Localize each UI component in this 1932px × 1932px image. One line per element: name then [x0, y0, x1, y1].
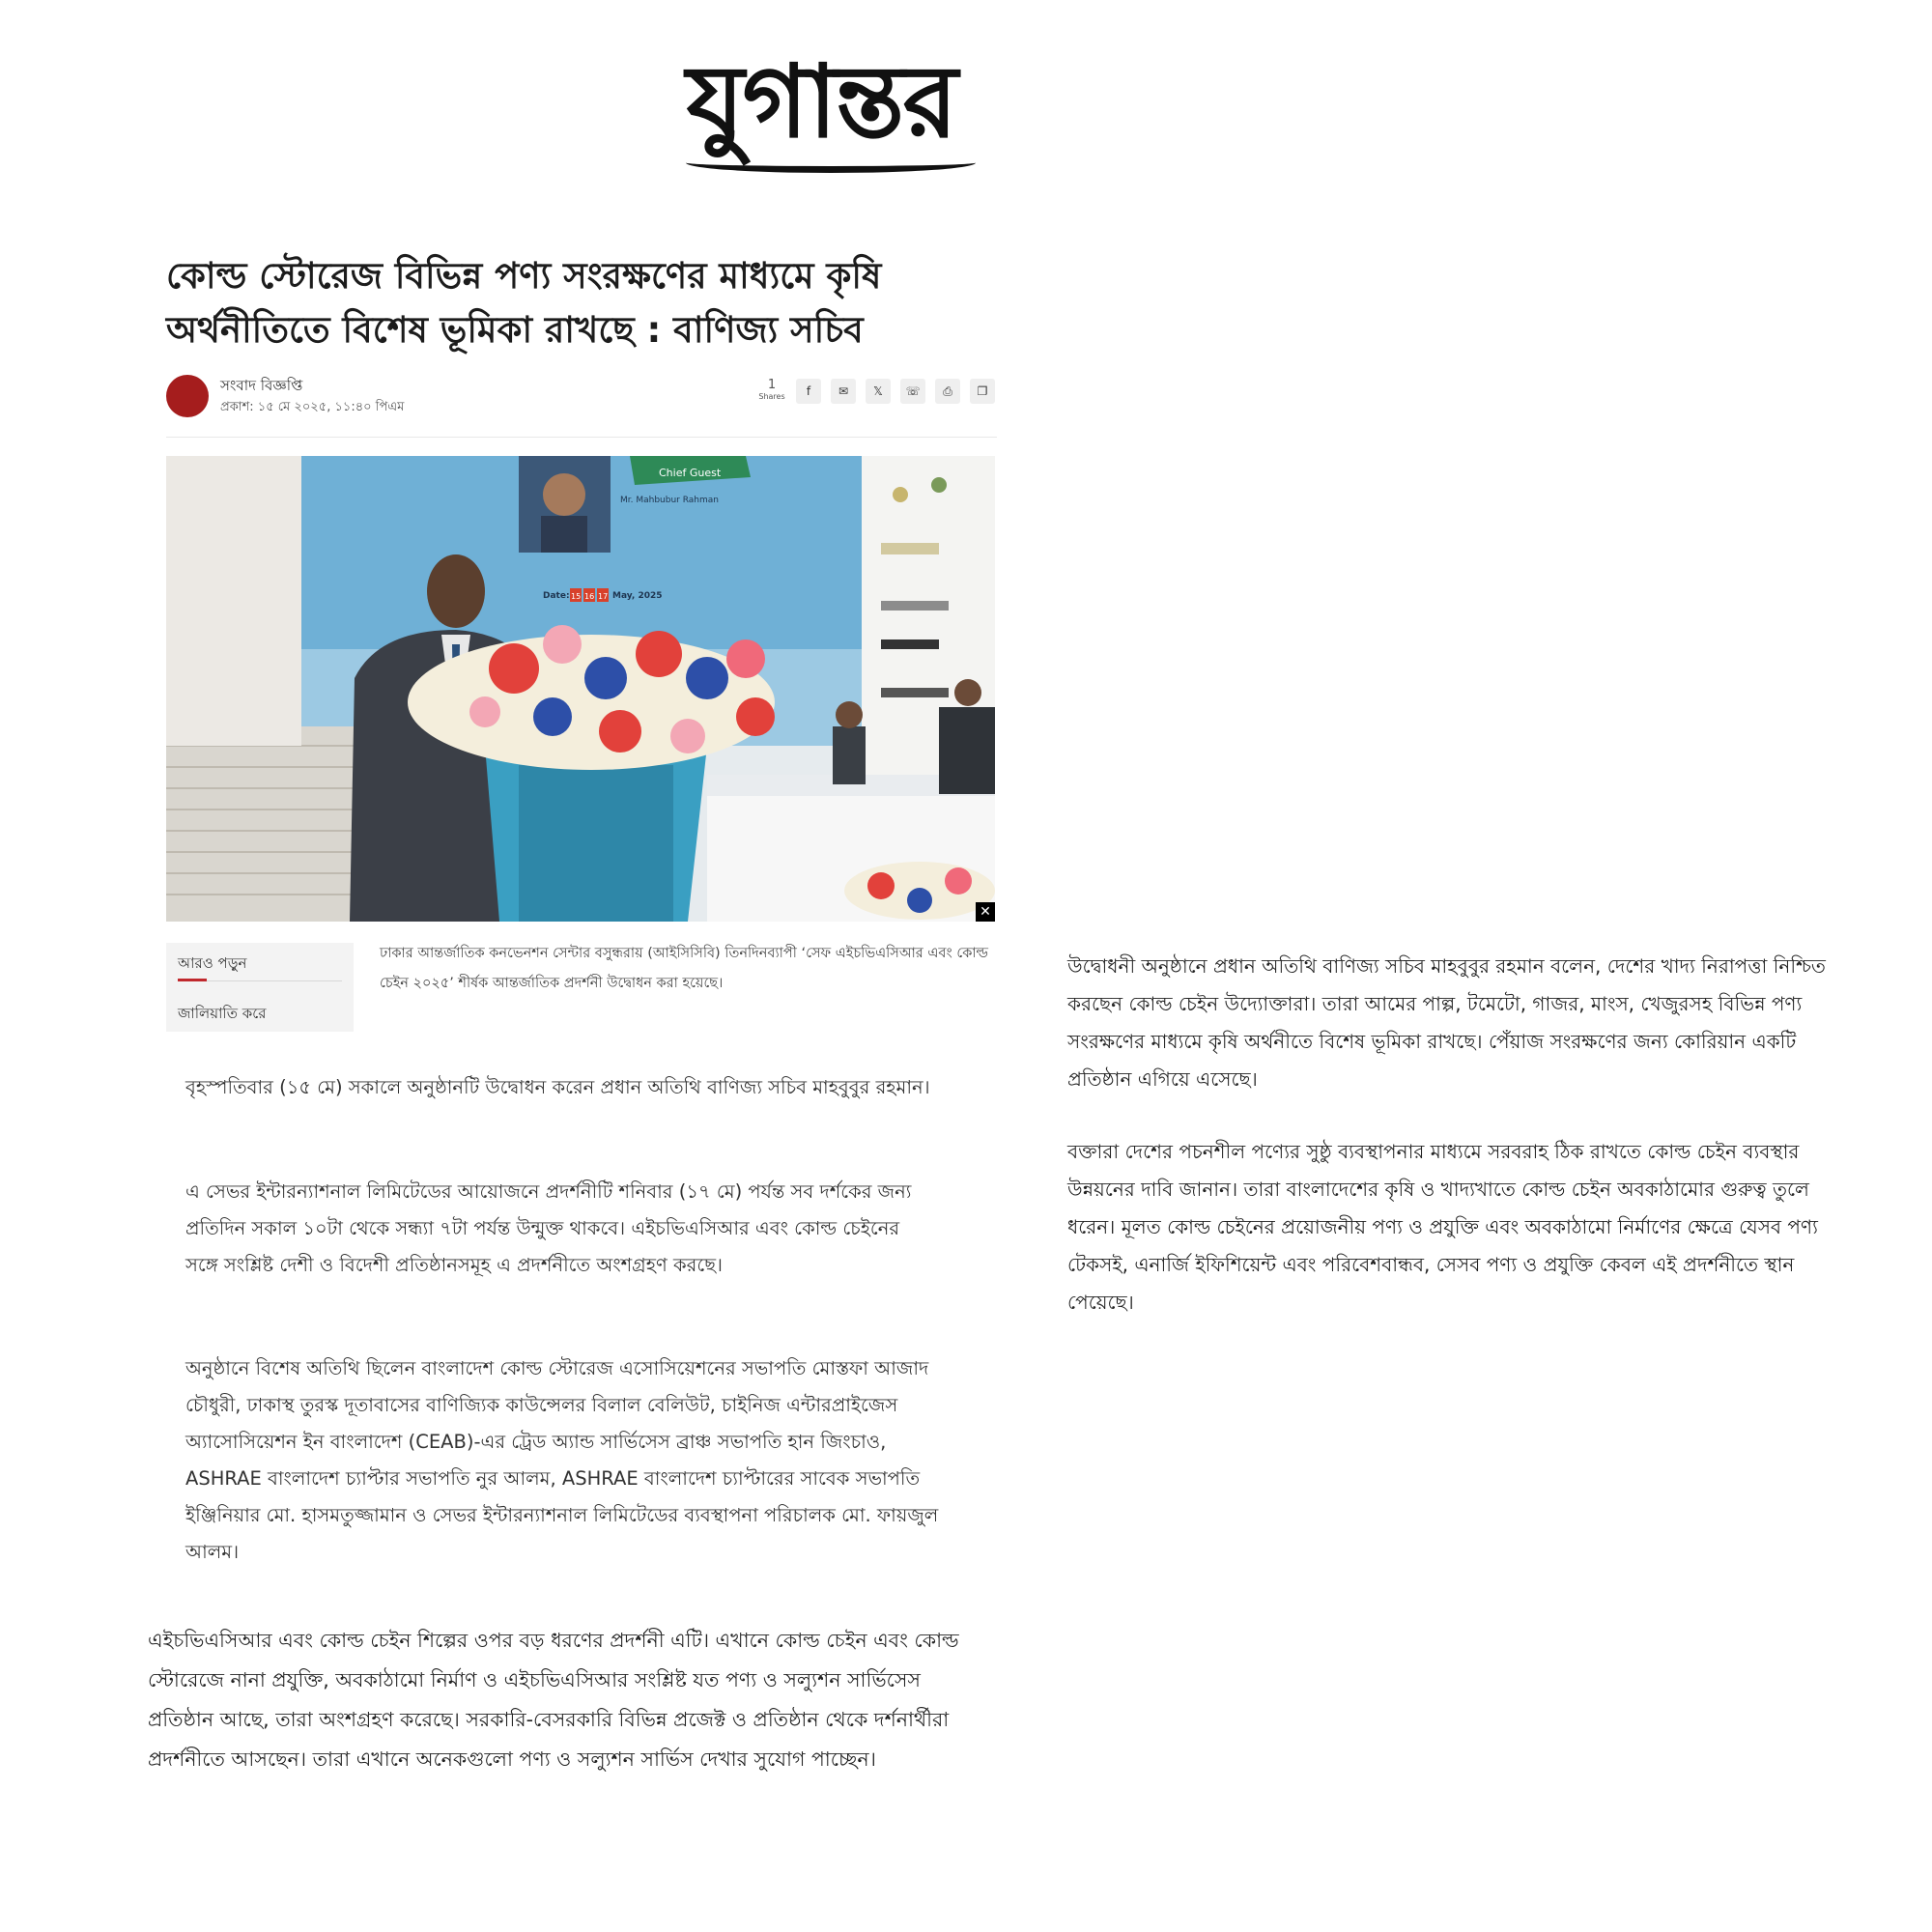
byline-divider — [166, 437, 997, 438]
speaker-head — [427, 554, 485, 628]
related-accent-bar — [178, 979, 207, 981]
paragraph-2: এ সেভর ইন্টারন্যাশনাল লিমিটেডের আয়োজনে প্রদর্শনীটি শনিবার (১৭ মে) পর্যন্ত সব দর্শকের জন্য প্রতিদিন সকাল ১০টা থেকে সন্ধ্যা ৭টা পর্যন্ত উন্মুক্ত থাকবে। এইচভিএসিআর এবং কোল্ড চেইনের সঙ্গে সংশ্লিষ্ট দেশী ও বিদেশী প্রতিষ্ঠানসমূহ এ প্রদর্শনীতে অংশগ্রহণ করছে। — [185, 1180, 912, 1276]
date-day-1: 15 — [571, 592, 582, 601]
related-box — [166, 943, 354, 1032]
logo-text: যুগান্তর — [686, 42, 956, 160]
related-link[interactable]: জালিয়াতি করে — [178, 1005, 267, 1022]
banner-name: Mr. Mahbubur Rahman — [620, 496, 720, 505]
facebook-share-icon[interactable]: f — [796, 379, 821, 404]
masthead-logo[interactable] — [541, 39, 1101, 174]
author-avatar[interactable] — [166, 375, 209, 417]
date-prefix: Date: — [543, 591, 570, 601]
print-icon[interactable]: ⎙ — [935, 379, 960, 404]
share-count-label: Shares — [758, 392, 785, 401]
date-day-2: 16 — [584, 592, 595, 601]
paragraph-1: বৃহস্পতিবার (১৫ মে) সকালে অনুষ্ঠানটি উদ্বোধন করেন প্রধান অতিথি বাণিজ্য সচিব মাহবুবুর রহমান। — [185, 1076, 930, 1098]
related-title: আরও পড়ুন — [178, 954, 247, 972]
copy-link-icon[interactable]: ❐ — [970, 379, 995, 404]
close-icon[interactable]: ✕ — [976, 902, 995, 922]
paragraph-4: এইচভিএসিআর এবং কোল্ড চেইন শিল্পের ওপর বড় ধরণের প্রদর্শনী এটি। এখানে কোল্ড চেইন এবং কোল্ড স্টোরেজে নানা প্রযুক্তি, অবকাঠামো নির্মাণ ও এইচভিএসিআর সংশ্লিষ্ট যত পণ্য ও সল্যুশন সার্ভিসেস প্রতিষ্ঠান আছে, তারা অংশগ্রহণ করেছে। সরকারি-বেসরকারি বিভিন্ন প্রজেক্ট ও প্রতিষ্ঠান থেকে দর্শনার্থীরা প্রদর্শনীতে আসছেন। তারা এখানে অনেকগুলো পণ্য ও সল্যুশন সার্ভিস দেখার সুযোগ পাচ্ছেন। — [148, 1629, 959, 1771]
x-share-icon[interactable]: 𝕏 — [866, 379, 891, 404]
paragraph-3: অনুষ্ঠানে বিশেষ অতিথি ছিলেন বাংলাদেশ কোল্ড স্টোরেজ এসোসিয়েশনের সভাপতি মোস্তফা আজাদ চৌধুরী, ঢাকাস্থ তুরস্ক দূতাবাসের বাণিজ্যিক কাউন্সেলর বিলাল বেলিউট, চাইনিজ এন্টারপ্রাইজেস অ্যাসোসিয়েশন ইন বাংলাদেশ (CEAB)-এর ট্রেড অ্যান্ড সার্ভিসেস ব্রাঞ্চ সভাপতি হান জিংচাও, ASHRAE বাংলাদেশ চ্যাপ্টার সভাপতি নুর আলম, ASHRAE বাংলাদেশ চ্যাপ্টারের সাবেক সভাপতি ইঞ্জিনিয়ার মো. হাসমতুজ্জামান ও সেভর ইন্টারন্যাশনাল লিমিটেডের ব্যবস্থাপনা পরিচালক মো. ফায়জুল আলম। — [185, 1357, 939, 1563]
whatsapp-share-icon[interactable]: ☏ — [900, 379, 925, 404]
logo-swash — [686, 153, 976, 173]
share-count-number: 1 — [767, 378, 777, 392]
date-text: May, 2025 — [612, 591, 663, 601]
date-day-3: 17 — [598, 592, 609, 601]
paragraph-6: বক্তারা দেশের পচনশীল পণ্যের সুষ্ঠু ব্যবস্থাপনার মাধ্যমে সরবরাহ ঠিক রাখতে কোল্ড চেইন ব্যবস্থার উন্নয়নের দাবি জানান। তারা বাংলাদেশের কৃষি ও খাদ্যখাতে কোল্ড চেইন অবকাঠামোর গুরুত্ব তুলে ধরেন। মূলত কোল্ড চেইনের প্রয়োজনীয় পণ্য ও প্রযুক্তি এবং অবকাঠামো নির্মাণের ক্ষেত্রে যেসব পণ্য টেকসই, এনার্জি ইফিশিয়েন্ট এবং পরিবেশবান্ধব, সেসব পণ্য ও প্রযুক্তি কেবল এই প্রদর্শনীতে স্থান পেয়েছে। — [1067, 1140, 1818, 1314]
author-name[interactable]: সংবাদ বিজ্ঞপ্তি — [220, 377, 303, 394]
photo-caption: ঢাকার আন্তর্জাতিক কনভেনশন সেন্টার বসুন্ধরায় (আইসিসিবি) তিনদিনব্যাপী ‘সেফ এইচভিএসিআর এবং কোল্ড চেইন ২০২৫’ শীর্ষক আন্তর্জাতিক প্রদর্শনী উদ্বোধন করা হয়েছে। — [380, 946, 989, 991]
paragraph-5: উদ্বোধনী অনুষ্ঠানে প্রধান অতিথি বাণিজ্য সচিব মাহবুবুর রহমান বলেন, দেশের খাদ্য নিরাপত্তা নিশ্চিত করছেন কোল্ড চেইন উদ্যোক্তারা। তারা আমের পাল্প, টমেটো, গাজর, মাংস, খেজুরসহ বিভিন্ন পণ্য সংরক্ষণের মাধ্যমে কৃষি অর্থনীতে বিশেষ ভূমিকা রাখছে। পেঁয়াজ সংরক্ষণের জন্য কোরিয়ান একটি প্রতিষ্ঠান এগিয়ে এসেছে। — [1067, 954, 1826, 1091]
publish-date: প্রকাশ: ১৫ মে ২০২৫, ১১:৪০ পিএম — [220, 400, 405, 414]
messenger-share-icon[interactable]: ✉ — [831, 379, 856, 404]
share-count — [757, 379, 786, 402]
article-headline: কোল্ড স্টোরেজ বিভিন্ন পণ্য সংরক্ষণের মাধ্যমে কৃষি অর্থনীতিতে বিশেষ ভূমিকা রাখছে : বাণিজ্য সচিব — [166, 255, 882, 351]
article-photo[interactable] — [166, 456, 995, 922]
byline — [166, 373, 997, 437]
banner-label: Chief Guest — [659, 467, 722, 479]
